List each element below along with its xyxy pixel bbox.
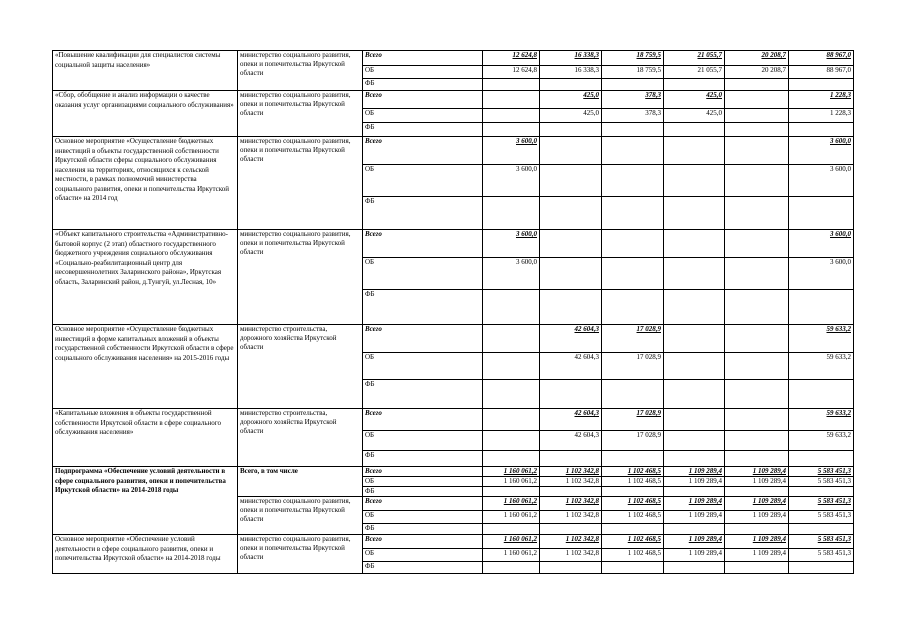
value-text: 5 583 451,3 [817, 497, 851, 505]
value-text: 5 583 451,3 [817, 535, 851, 543]
value-text: 88 967,0 [826, 51, 851, 59]
value-cell [725, 91, 789, 109]
value-cell [664, 431, 725, 451]
value-cell [664, 79, 725, 91]
source-label: ОБ [363, 511, 483, 524]
value-cell [602, 524, 664, 535]
value-text: 1 228,3 [830, 91, 851, 99]
value-cell [540, 487, 602, 497]
value-cell [725, 524, 789, 535]
value-cell [725, 137, 789, 165]
value-cell [789, 230, 854, 258]
value-text: 17 028,9 [636, 431, 661, 439]
value-cell [602, 258, 664, 290]
value-text: 5 583 451,3 [817, 549, 851, 557]
performer-name: министерство социального развития, опеки и попечительства Иркутской области [238, 535, 363, 574]
value-cell [664, 487, 725, 497]
value-cell [789, 451, 854, 467]
value-cell [483, 431, 540, 451]
value-cell [789, 431, 854, 451]
value-cell [483, 511, 540, 524]
value-cell [540, 409, 602, 431]
source-label: ФБ [363, 487, 483, 497]
value-cell [483, 477, 540, 487]
value-cell [789, 549, 854, 562]
table-row [53, 409, 854, 431]
value-text: 1 102 342,8 [565, 535, 599, 543]
value-cell [725, 109, 789, 123]
value-cell [789, 123, 854, 137]
value-cell [483, 535, 540, 549]
event-name: «Капитальные вложения в объекты государственной собственности Иркутской области в сфере социального обслуживания населения» [53, 409, 238, 467]
value-cell [789, 535, 854, 549]
value-text: 1 102 468,5 [627, 549, 661, 557]
value-cell [664, 66, 725, 79]
value-text: 1 109 289,4 [688, 535, 722, 543]
value-cell [664, 535, 725, 549]
value-cell [483, 109, 540, 123]
subprogram-total-label: Всего, в том числе [238, 467, 363, 497]
value-text: 1 102 468,5 [627, 497, 661, 505]
value-cell [789, 290, 854, 325]
table-row [53, 91, 854, 109]
source-label: Всего [363, 467, 483, 477]
value-cell [602, 451, 664, 467]
value-text: 21 055,7 [697, 66, 722, 74]
value-cell [664, 258, 725, 290]
event-name: Основное мероприятие «Осуществление бюджетных инвестиций в форме капитальных вложений в объекты государственной собственности Иркутской области в сфере социального обслуживания населения» на 2015-2016 годы [53, 325, 238, 409]
value-cell [483, 91, 540, 109]
performer-name: министерство строительства, дорожного хозяйства Иркутской области [238, 409, 363, 467]
value-cell [664, 51, 725, 66]
value-cell [540, 535, 602, 549]
value-cell [602, 380, 664, 409]
value-cell [540, 380, 602, 409]
value-text: 1 102 342,8 [565, 467, 599, 475]
table-row [53, 535, 854, 549]
value-cell [483, 325, 540, 353]
value-text: 1 160 061,2 [503, 497, 537, 505]
value-cell [602, 91, 664, 109]
value-cell [483, 562, 540, 574]
value-cell [540, 524, 602, 535]
source-label: ФБ [363, 197, 483, 230]
value-cell [789, 477, 854, 487]
performer-name: министерство социального развития, опеки и попечительства Иркутской области [238, 51, 363, 91]
value-text: 1 102 342,8 [565, 549, 599, 557]
value-text: 17 028,9 [636, 325, 661, 333]
source-label: ФБ [363, 451, 483, 467]
event-name: «Объект капитального строительства «Административно-бытовой корпус (2 этап) областного государственного бюджетного учреждения социального обслуживания «Социально-реабилитационный центр для несовершеннолетних Заларинского района», Иркутская область, Заларинский район, д.Тунгуй, ул.Лесная, 10» [53, 230, 238, 325]
value-cell [789, 562, 854, 574]
value-cell [540, 562, 602, 574]
value-text: 12 624,8 [512, 66, 537, 74]
value-text: 1 102 468,5 [627, 511, 661, 519]
value-cell [540, 197, 602, 230]
value-cell [664, 511, 725, 524]
value-text: 59 633,2 [826, 353, 851, 361]
value-text: 1 109 289,4 [752, 511, 786, 519]
value-cell [540, 497, 602, 511]
value-text: 59 633,2 [826, 409, 851, 417]
value-text: 1 109 289,4 [688, 497, 722, 505]
value-cell [602, 66, 664, 79]
value-cell [540, 431, 602, 451]
value-text: 1 109 289,4 [688, 511, 722, 519]
value-text: 16 338,3 [574, 66, 599, 74]
value-cell [602, 51, 664, 66]
value-cell [602, 353, 664, 380]
value-cell [483, 487, 540, 497]
value-cell [725, 477, 789, 487]
value-cell [664, 467, 725, 477]
value-cell [664, 562, 725, 574]
source-label: ФБ [363, 380, 483, 409]
event-name: Основное мероприятие «Осуществление бюджетных инвестиций в объекты государственной собственности Иркутской области сферы социального обслуживания населения на территориях, относящихся к сельской местности, в рамках полномочий министерства социального развития, опеки и попечительства Иркутской области» на 2014 год [53, 137, 238, 230]
source-label: ФБ [363, 562, 483, 574]
value-cell [789, 51, 854, 66]
source-label: ОБ [363, 109, 483, 123]
value-text: 1 102 342,8 [565, 497, 599, 505]
value-text: 3 600,0 [516, 230, 537, 238]
value-cell [789, 79, 854, 91]
source-label: Всего [363, 230, 483, 258]
source-label: Всего [363, 409, 483, 431]
value-cell [602, 431, 664, 451]
value-cell [725, 431, 789, 451]
value-text: 1 160 061,2 [503, 535, 537, 543]
value-cell [602, 487, 664, 497]
value-cell [725, 380, 789, 409]
value-cell [725, 230, 789, 258]
value-text: 3 600,0 [830, 137, 851, 145]
value-text: 1 160 061,2 [503, 549, 537, 557]
value-text: 378,3 [645, 109, 661, 117]
value-cell [483, 79, 540, 91]
value-text: 20 208,7 [761, 66, 786, 74]
value-cell [789, 325, 854, 353]
table-row [53, 137, 854, 165]
value-cell [602, 230, 664, 258]
value-cell [540, 51, 602, 66]
value-cell [725, 562, 789, 574]
value-cell [789, 497, 854, 511]
value-cell [540, 123, 602, 137]
event-name: «Сбор, обобщение и анализ информации о качестве оказания услуг организациями социального обслуживания» [53, 91, 238, 137]
value-cell [664, 137, 725, 165]
value-text: 1 102 468,5 [627, 477, 661, 485]
value-cell [789, 409, 854, 431]
value-cell [602, 549, 664, 562]
source-label: Всего [363, 497, 483, 511]
table-row [53, 325, 854, 353]
value-cell [483, 409, 540, 431]
value-text: 1 109 289,4 [752, 467, 786, 475]
value-text: 1 102 468,5 [627, 535, 661, 543]
value-cell [602, 497, 664, 511]
value-text: 1 109 289,4 [752, 535, 786, 543]
value-cell [725, 511, 789, 524]
value-text: 42 604,3 [574, 353, 599, 361]
value-cell [789, 380, 854, 409]
value-text: 378,3 [645, 91, 661, 99]
performer-name: министерство социального развития, опеки и попечительства Иркутской области [238, 91, 363, 137]
value-text: 3 600,0 [516, 137, 537, 145]
value-cell [483, 290, 540, 325]
value-text: 425,0 [583, 91, 599, 99]
value-cell [602, 79, 664, 91]
source-label: ФБ [363, 123, 483, 137]
value-cell [540, 137, 602, 165]
value-cell [725, 290, 789, 325]
value-cell [664, 230, 725, 258]
value-cell [483, 497, 540, 511]
value-cell [725, 409, 789, 431]
value-cell [602, 137, 664, 165]
budget-table [52, 50, 854, 574]
value-cell [483, 524, 540, 535]
value-cell [483, 66, 540, 79]
value-cell [602, 165, 664, 197]
value-text: 425,0 [706, 91, 722, 99]
value-text: 1 102 342,8 [565, 477, 599, 485]
value-cell [789, 197, 854, 230]
value-cell [483, 123, 540, 137]
value-cell [664, 353, 725, 380]
value-cell [602, 109, 664, 123]
source-label: Всего [363, 91, 483, 109]
source-label: ОБ [363, 66, 483, 79]
value-text: 1 109 289,4 [752, 497, 786, 505]
event-name: Основное мероприятие «Обеспечение условий деятельности в сфере социального развития, опеки и попечительства Иркутской области» на 2014-2018 годы [53, 535, 238, 574]
value-cell [483, 258, 540, 290]
value-text: 12 624,8 [512, 51, 537, 59]
value-cell [540, 325, 602, 353]
value-cell [483, 380, 540, 409]
value-text: 42 604,3 [574, 409, 599, 417]
value-text: 5 583 451,3 [817, 467, 851, 475]
value-cell [540, 258, 602, 290]
value-cell [540, 451, 602, 467]
value-cell [540, 511, 602, 524]
value-cell [789, 524, 854, 535]
value-cell [664, 325, 725, 353]
value-cell [602, 477, 664, 487]
value-cell [789, 66, 854, 79]
value-text: 16 338,3 [574, 51, 599, 59]
value-cell [725, 549, 789, 562]
source-label: ФБ [363, 524, 483, 535]
value-cell [664, 290, 725, 325]
value-cell [483, 165, 540, 197]
value-text: 3 600,0 [830, 165, 851, 173]
subprogram-name: Подпрограмма «Обеспечение условий деятельности в сфере социального развития, опеки и попечительства Иркутской области» на 2014-2018 годы [53, 467, 238, 535]
value-text: 1 160 061,2 [503, 477, 537, 485]
value-text: 42 604,3 [574, 431, 599, 439]
value-cell [602, 409, 664, 431]
value-cell [602, 535, 664, 549]
value-cell [664, 123, 725, 137]
value-cell [725, 467, 789, 477]
source-label: Всего [363, 137, 483, 165]
value-text: 425,0 [706, 109, 722, 117]
value-cell [602, 511, 664, 524]
value-text: 1 109 289,4 [688, 467, 722, 475]
value-cell [664, 409, 725, 431]
value-text: 18 759,5 [636, 66, 661, 74]
value-cell [602, 290, 664, 325]
value-cell [725, 451, 789, 467]
value-cell [664, 91, 725, 109]
value-text: 3 600,0 [516, 258, 537, 266]
value-text: 59 633,2 [826, 325, 851, 333]
value-cell [789, 353, 854, 380]
value-text: 3 600,0 [830, 258, 851, 266]
source-label: Всего [363, 325, 483, 353]
value-cell [602, 467, 664, 477]
value-cell [789, 91, 854, 109]
value-text: 5 583 451,3 [817, 477, 851, 485]
performer-name: министерство социального развития, опеки и попечительства Иркутской области [238, 497, 363, 535]
value-cell [540, 79, 602, 91]
value-cell [725, 325, 789, 353]
value-cell [725, 197, 789, 230]
performer-name: министерство строительства, дорожного хозяйства Иркутской области [238, 325, 363, 409]
value-cell [664, 549, 725, 562]
value-cell [602, 325, 664, 353]
value-cell [483, 137, 540, 165]
value-cell [664, 497, 725, 511]
value-text: 59 633,2 [826, 431, 851, 439]
value-cell [540, 165, 602, 197]
source-label: ОБ [363, 258, 483, 290]
value-text: 1 102 468,5 [627, 467, 661, 475]
source-label: ОБ [363, 165, 483, 197]
performer-name: министерство социального развития, опеки и попечительства Иркутской области [238, 137, 363, 230]
source-label: ОБ [363, 477, 483, 487]
value-cell [789, 511, 854, 524]
value-cell [725, 66, 789, 79]
value-cell [483, 451, 540, 467]
value-text: 1 160 061,2 [503, 467, 537, 475]
value-cell [789, 165, 854, 197]
value-cell [540, 109, 602, 123]
value-cell [789, 467, 854, 477]
value-cell [602, 123, 664, 137]
value-cell [725, 535, 789, 549]
value-text: 1 228,3 [830, 109, 851, 117]
source-label: ОБ [363, 431, 483, 451]
value-text: 1 160 061,2 [503, 511, 537, 519]
value-cell [664, 477, 725, 487]
value-text: 88 967,0 [826, 66, 851, 74]
value-text: 3 600,0 [830, 230, 851, 238]
value-text: 1 109 289,4 [688, 549, 722, 557]
source-label: ОБ [363, 353, 483, 380]
value-cell [789, 137, 854, 165]
value-cell [725, 123, 789, 137]
table-row [53, 467, 854, 477]
value-text: 5 583 451,3 [817, 511, 851, 519]
value-cell [725, 497, 789, 511]
value-cell [664, 165, 725, 197]
table-row [53, 230, 854, 258]
value-cell [483, 467, 540, 477]
value-cell [483, 549, 540, 562]
value-cell [540, 230, 602, 258]
value-cell [602, 197, 664, 230]
value-text: 20 208,7 [761, 51, 786, 59]
value-cell [540, 91, 602, 109]
value-text: 1 102 342,8 [565, 511, 599, 519]
event-name: «Повышение квалификации для специалистов системы социальной защиты населения» [53, 51, 238, 91]
value-text: 1 109 289,4 [752, 477, 786, 485]
value-cell [483, 197, 540, 230]
value-cell [725, 353, 789, 380]
value-cell [664, 451, 725, 467]
table-row [53, 51, 854, 66]
value-cell [789, 258, 854, 290]
value-cell [540, 290, 602, 325]
value-cell [483, 353, 540, 380]
value-text: 3 600,0 [516, 165, 537, 173]
value-cell [725, 258, 789, 290]
value-cell [540, 549, 602, 562]
value-cell [725, 487, 789, 497]
value-text: 1 109 289,4 [752, 549, 786, 557]
value-text: 21 055,7 [697, 51, 722, 59]
value-text: 17 028,9 [636, 353, 661, 361]
value-cell [789, 487, 854, 497]
performer-name: министерство социального развития, опеки и попечительства Иркутской области [238, 230, 363, 325]
value-text: 425,0 [583, 109, 599, 117]
value-cell [725, 79, 789, 91]
value-cell [483, 230, 540, 258]
value-cell [664, 197, 725, 230]
value-cell [725, 51, 789, 66]
value-text: 17 028,9 [636, 409, 661, 417]
source-label: ОБ [363, 549, 483, 562]
budget-table-body [53, 51, 854, 574]
value-cell [664, 109, 725, 123]
value-cell [540, 66, 602, 79]
value-cell [540, 477, 602, 487]
value-cell [540, 353, 602, 380]
value-text: 1 109 289,4 [688, 477, 722, 485]
value-cell [725, 165, 789, 197]
value-cell [602, 562, 664, 574]
value-text: 18 759,5 [636, 51, 661, 59]
source-label: Всего [363, 535, 483, 549]
source-label: ФБ [363, 79, 483, 91]
source-label: ФБ [363, 290, 483, 325]
value-cell [664, 380, 725, 409]
source-label: Всего [363, 51, 483, 66]
value-cell [483, 51, 540, 66]
value-cell [789, 109, 854, 123]
value-cell [664, 524, 725, 535]
value-cell [540, 467, 602, 477]
value-text: 42 604,3 [574, 325, 599, 333]
